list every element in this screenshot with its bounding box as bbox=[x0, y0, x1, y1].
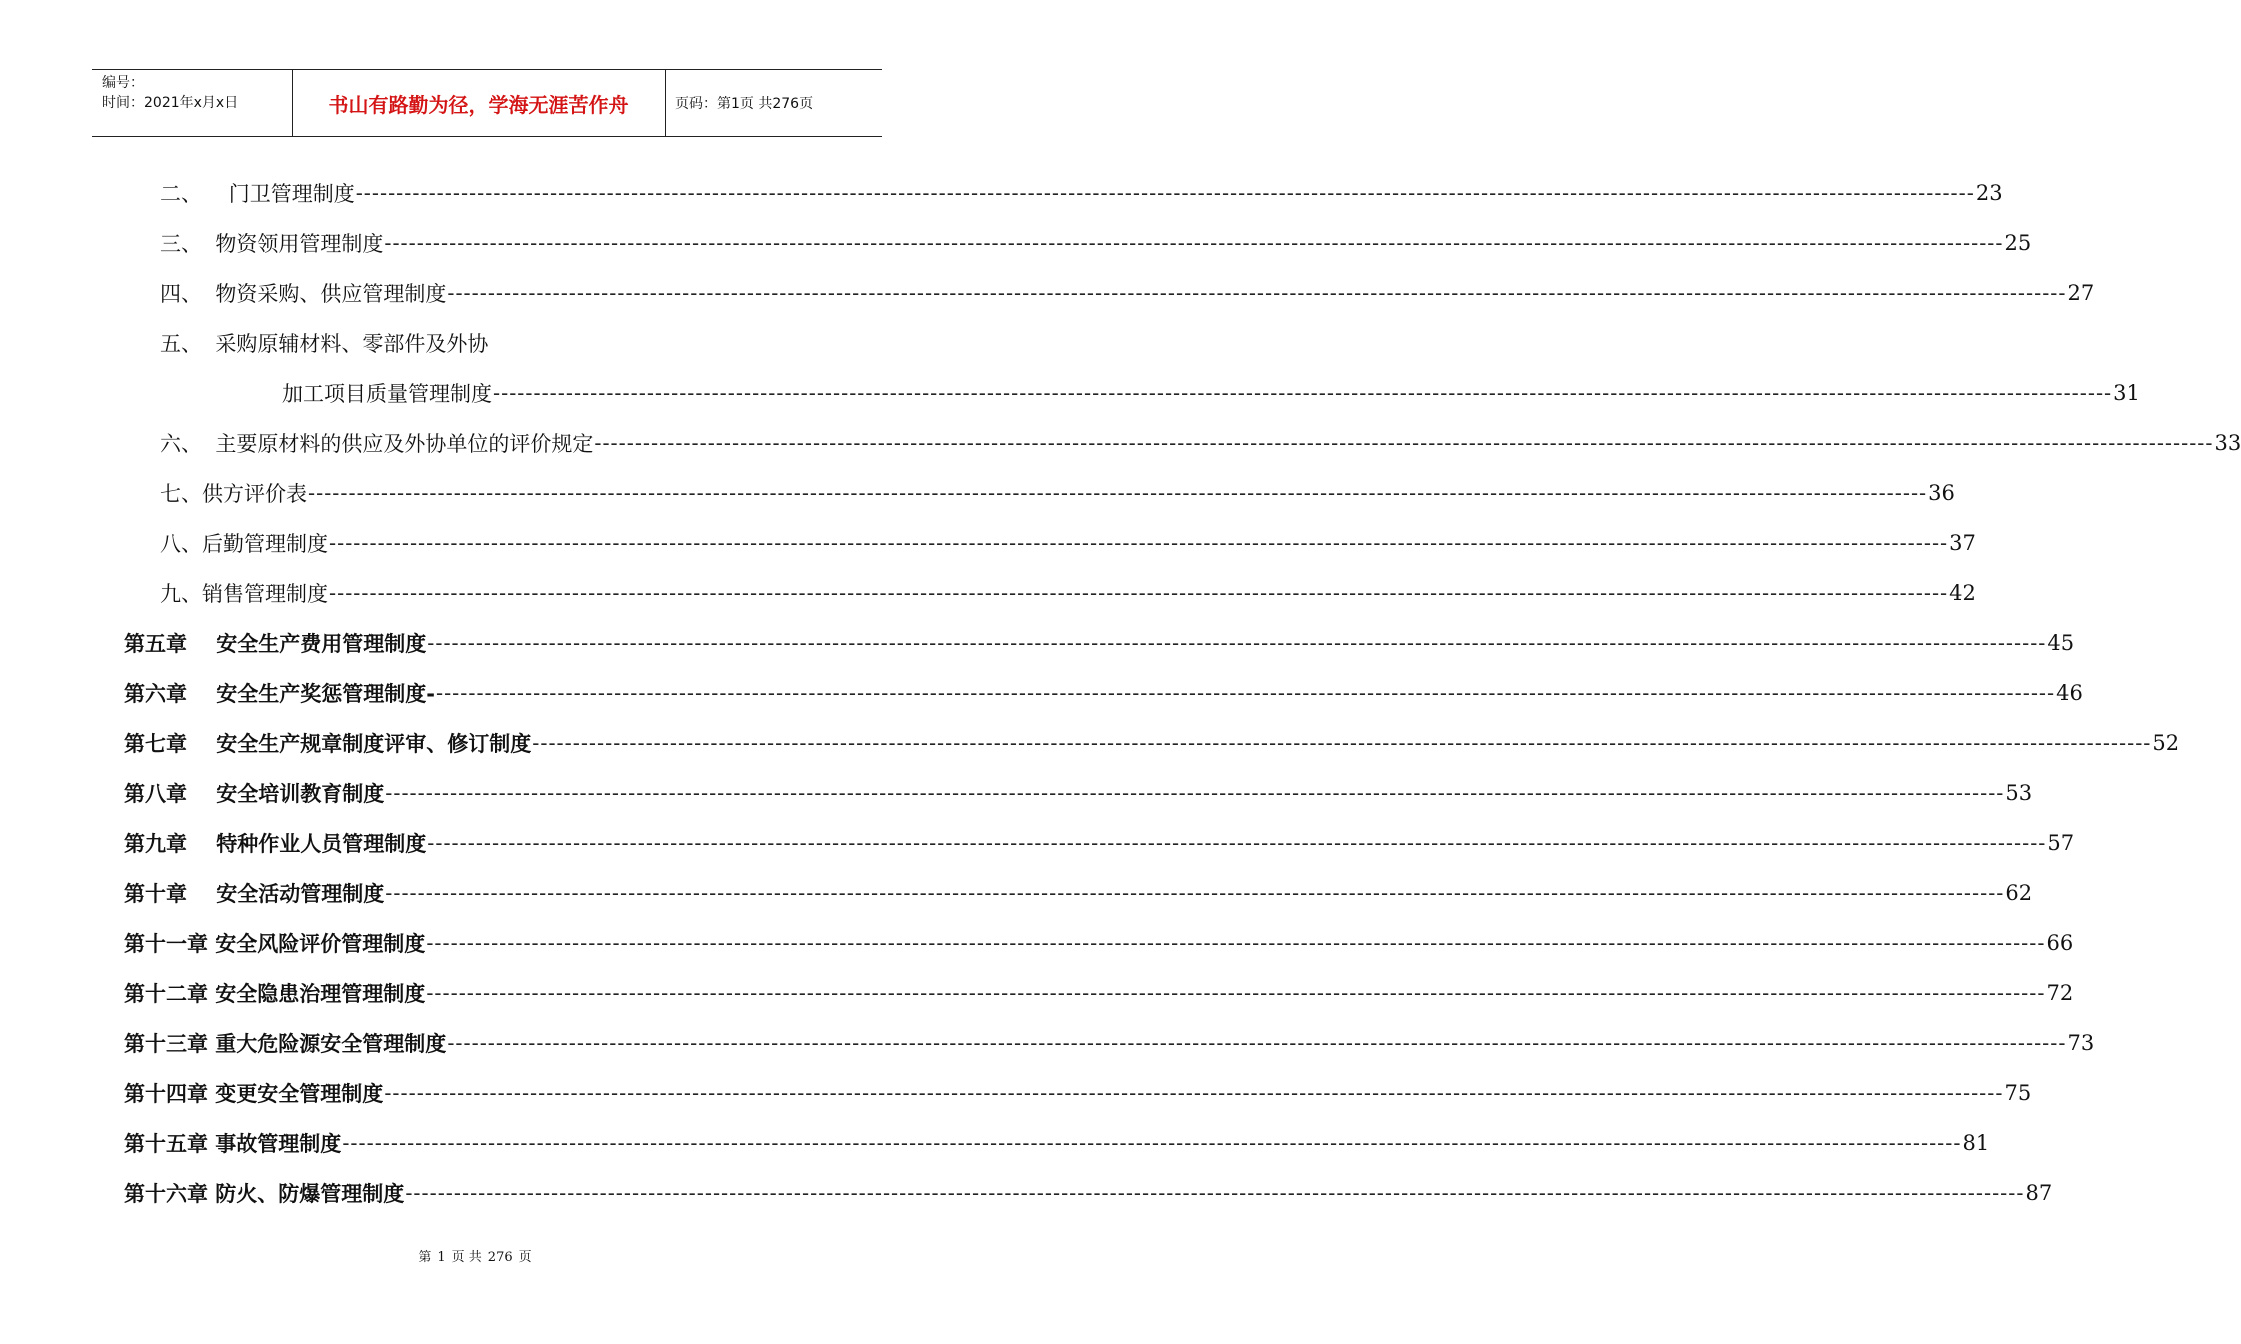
toc-entry-title: 三、 物资领用管理制度 bbox=[160, 232, 384, 256]
footer-current-page: 1 bbox=[437, 1250, 446, 1265]
toc-leader-dashes: -------------------------------------------------------------------------------------------------------------------------------------------------------------------------------------------------------- bbox=[532, 731, 2152, 755]
header-page-info: 页码：第1页 共276页 bbox=[675, 96, 814, 112]
toc-entry[interactable] bbox=[124, 1128, 1990, 1158]
toc-leader-dashes: -------------------------------------------------------------------------------------------------------------------------------------------------------------------------------------------------------- bbox=[329, 581, 1949, 605]
toc-entry-page: 72 bbox=[2046, 981, 2074, 1005]
toc-entry-page: 33 bbox=[2214, 431, 2241, 455]
toc-leader-dashes: -------------------------------------------------------------------------------------------------------------------------------------------------------------------------------------------------------- bbox=[435, 681, 2056, 705]
toc-entry-page: 23 bbox=[1975, 181, 2003, 205]
toc-entry-page: 27 bbox=[2067, 281, 2095, 305]
toc-leader-dashes: -------------------------------------------------------------------------------------------------------------------------------------------------------------------------------------------------------- bbox=[405, 1181, 2025, 1205]
toc-entry[interactable] bbox=[124, 628, 2075, 658]
toc-leader-dashes: -------------------------------------------------------------------------------------------------------------------------------------------------------------------------------------------------------- bbox=[447, 281, 2067, 305]
toc-leader-dashes: -------------------------------------------------------------------------------------------------------------------------------------------------------------------------------------------------------- bbox=[594, 431, 2214, 455]
toc-entry-page: 81 bbox=[1962, 1131, 1990, 1155]
toc-entry[interactable] bbox=[160, 178, 2003, 208]
toc-entry-title: 四、 物资采购、供应管理制度 bbox=[160, 282, 447, 306]
toc-entry-title: 二、 门卫管理制度 bbox=[160, 182, 355, 206]
toc-entry-title: 六、 主要原材料的供应及外协单位的评价规定 bbox=[160, 432, 594, 456]
toc-entry-title: 五、 采购原辅材料、零部件及外协 bbox=[160, 332, 489, 356]
toc-entry-page: 66 bbox=[2046, 931, 2074, 955]
toc-entry-page: 31 bbox=[2113, 381, 2140, 405]
toc-entry-page: 87 bbox=[2025, 1181, 2053, 1205]
toc-leader-dashes: -------------------------------------------------------------------------------------------------------------------------------------------------------------------------------------------------------- bbox=[342, 1131, 1962, 1155]
toc-entry-title: 第五章 安全生产费用管理制度 bbox=[124, 632, 427, 656]
toc-entry-title: 第十五章 事故管理制度 bbox=[124, 1132, 342, 1156]
header-meta bbox=[102, 73, 238, 113]
toc-entry-title: 第十二章 安全隐患治理管理制度 bbox=[124, 982, 426, 1006]
footer-mid: 页 共 bbox=[451, 1250, 482, 1265]
toc-leader-dashes: -------------------------------------------------------------------------------------------------------------------------------------------------------------------------------------------------------- bbox=[355, 181, 1975, 205]
toc-entry-title: 第七章 安全生产规章制度评审、修订制度 bbox=[124, 732, 532, 756]
toc-leader-dashes: -------------------------------------------------------------------------------------------------------------------------------------------------------------------------------------------------------- bbox=[426, 981, 2046, 1005]
toc-entry-title: 第六章 安全生产奖惩管理制度- bbox=[124, 682, 435, 706]
toc-leader-dashes: -------------------------------------------------------------------------------------------------------------------------------------------------------------------------------------------------------- bbox=[308, 481, 1928, 505]
toc-entry-title: 七、供方评价表 bbox=[160, 482, 307, 506]
toc-leader-dashes: -------------------------------------------------------------------------------------------------------------------------------------------------------------------------------------------------------- bbox=[427, 631, 2047, 655]
toc-entry[interactable] bbox=[124, 978, 2074, 1008]
toc-entry-title: 八、后勤管理制度 bbox=[160, 532, 328, 556]
toc-entry-title: 第十一章 安全风险评价管理制度 bbox=[124, 932, 426, 956]
toc-entry-title: 第八章 安全培训教育制度 bbox=[124, 782, 385, 806]
toc-entry[interactable] bbox=[160, 428, 2241, 458]
toc-entry-page: 25 bbox=[2004, 231, 2032, 255]
toc-leader-dashes: -------------------------------------------------------------------------------------------------------------------------------------------------------------------------------------------------------- bbox=[427, 831, 2047, 855]
toc-entry-title: 第十三章 重大危险源安全管理制度 bbox=[124, 1032, 447, 1056]
toc-leader-dashes: -------------------------------------------------------------------------------------------------------------------------------------------------------------------------------------------------------- bbox=[385, 781, 2005, 805]
toc-leader-dashes: -------------------------------------------------------------------------------------------------------------------------------------------------------------------------------------------------------- bbox=[384, 1081, 2004, 1105]
page-footer bbox=[0, 1246, 950, 1265]
header-time-label: 时间：2021年x月x日 bbox=[102, 95, 239, 111]
toc-entry[interactable] bbox=[160, 228, 2032, 258]
toc-entry[interactable] bbox=[124, 1178, 2053, 1208]
toc-entry[interactable] bbox=[160, 328, 726, 358]
toc-entry-page: 53 bbox=[2005, 781, 2033, 805]
toc-leader-dashes: -------------------------------------------------------------------------------------------------------------------------------------------------------------------------------------------------------- bbox=[493, 381, 2113, 405]
footer-prefix: 第 bbox=[418, 1250, 432, 1265]
toc-entry-page: 45 bbox=[2047, 631, 2075, 655]
toc-entry-page: 75 bbox=[2004, 1081, 2032, 1105]
toc-entry-page: 37 bbox=[1949, 531, 1976, 555]
document-header bbox=[92, 69, 882, 137]
toc-entry[interactable] bbox=[124, 678, 2083, 708]
toc-entry-title: 第十四章 变更安全管理制度 bbox=[124, 1082, 384, 1106]
toc-entry-title: 第九章 特种作业人员管理制度 bbox=[124, 832, 427, 856]
header-divider-right bbox=[665, 69, 666, 137]
toc-entry-page: 73 bbox=[2067, 1031, 2095, 1055]
toc-entry-page: 42 bbox=[1949, 581, 1976, 605]
toc-leader-dashes: -------------------------------------------------------------------------------------------------------------------------------------------------------------------------------------------------------- bbox=[447, 1031, 2067, 1055]
toc-entry-page: 57 bbox=[2047, 831, 2075, 855]
toc-entry[interactable] bbox=[124, 728, 2180, 758]
toc-entry[interactable] bbox=[160, 578, 1976, 608]
toc-entry-page: 36 bbox=[1928, 481, 1955, 505]
toc-entry-title: 九、销售管理制度 bbox=[160, 582, 328, 606]
toc-entry[interactable] bbox=[160, 528, 1976, 558]
toc-entry[interactable] bbox=[124, 778, 2033, 808]
toc-entry-page: 46 bbox=[2056, 681, 2083, 705]
toc-entry[interactable] bbox=[124, 878, 2033, 908]
toc-leader-dashes: -------------------------------------------------------------------------------------------------------------------------------------------------------------------------------------------------------- bbox=[384, 231, 2004, 255]
header-motto: 书山有路勤为径，学海无涯苦作舟 bbox=[328, 92, 629, 117]
toc-leader-dashes: -------------------------------------------------------------------------------------------------------------------------------------------------------------------------------------------------------- bbox=[385, 881, 2005, 905]
toc-entry[interactable] bbox=[124, 928, 2074, 958]
toc-entry[interactable] bbox=[160, 478, 1955, 508]
footer-suffix: 页 bbox=[518, 1250, 532, 1265]
toc-entry-page: 62 bbox=[2005, 881, 2033, 905]
toc-leader-dashes: -------------------------------------------------------------------------------------------------------------------------------------------------------------------------------------------------------- bbox=[329, 531, 1949, 555]
toc-entry-title: 加工项目质量管理制度 bbox=[282, 382, 492, 406]
toc-entry-title: 第十章 安全活动管理制度 bbox=[124, 882, 385, 906]
toc-entry[interactable] bbox=[160, 278, 2095, 308]
toc-entry-title: 第十六章 防火、防爆管理制度 bbox=[124, 1182, 405, 1206]
toc-entry[interactable] bbox=[124, 828, 2075, 858]
footer-total-pages: 276 bbox=[487, 1250, 513, 1265]
toc-leader-dashes: -------------------------------------------------------------------------------------------------------------------------------------------------------------------------------------------------------- bbox=[426, 931, 2046, 955]
toc-entry-page: 52 bbox=[2152, 731, 2180, 755]
toc-entry[interactable] bbox=[282, 378, 2140, 408]
toc-entry[interactable] bbox=[124, 1078, 2032, 1108]
toc-entry[interactable] bbox=[124, 1028, 2095, 1058]
header-number-label: 编号： bbox=[102, 75, 144, 91]
